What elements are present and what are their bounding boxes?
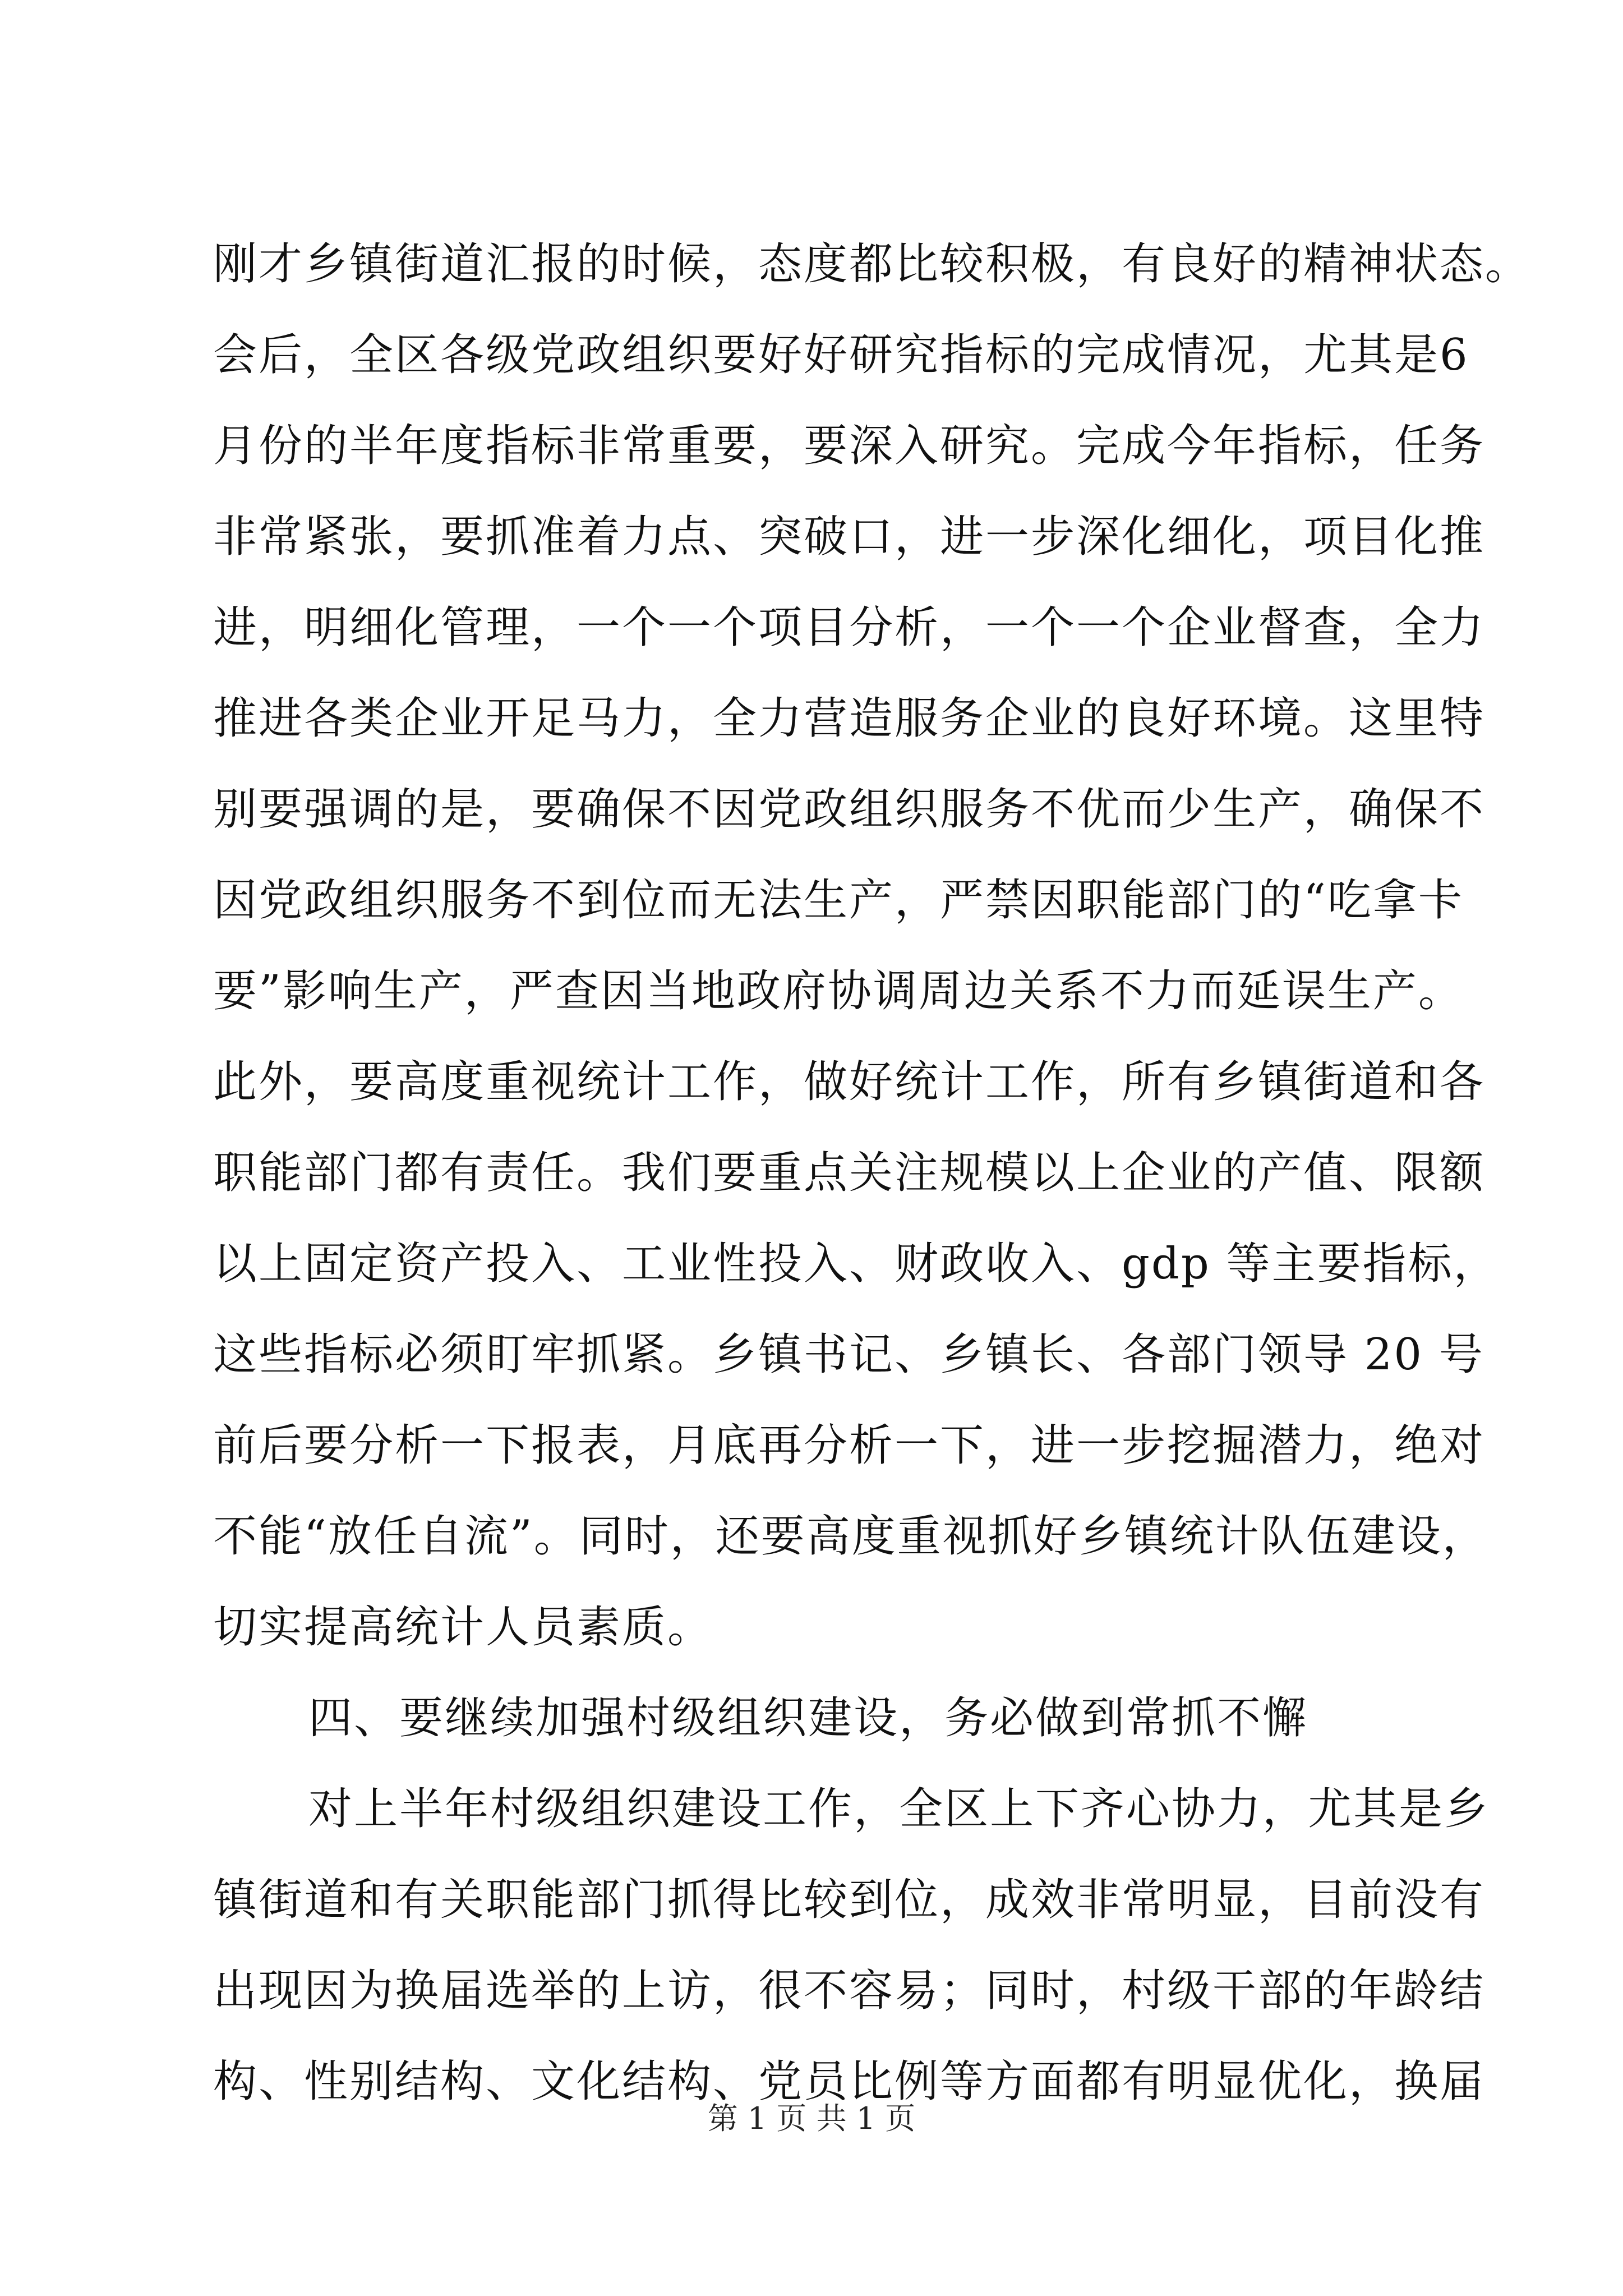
text-line: 月份的半年度指标非常重要，要深入研究。完成今年指标，任务 — [213, 421, 1486, 471]
paragraph-first-line: 对上半年村级组织建设工作，全区上下齐心协力，尤其是乡 — [308, 1784, 1490, 1834]
text-line: 构、性别结构、文化结构、党员比例等方面都有明显优化，换届 — [213, 2056, 1486, 2107]
text-line: 非常紧张，要抓准着力点、突破口，进一步深化细化，项目化推 — [213, 512, 1486, 562]
text-line: 前后要分析一下报表，月底再分析一下，进一步挖掘潜力，绝对 — [213, 1420, 1486, 1471]
text-line: 这些指标必须盯牢抓紧。乡镇书记、乡镇长、各部门领导 20 号 — [213, 1329, 1484, 1380]
text-line: 此外，要高度重视统计工作，做好统计工作，所有乡镇街道和各 — [213, 1057, 1486, 1107]
text-line: 出现因为换届选举的上访，很不容易；同时，村级干部的年龄结 — [213, 1966, 1486, 2016]
page-number: 第 1 页 共 1 页 — [707, 2101, 916, 2136]
text-line: 镇街道和有关职能部门抓得比较到位，成效非常明显，目前没有 — [213, 1875, 1486, 1925]
page-footer — [0, 2099, 1623, 2138]
text-line: 推进各类企业开足马力，全力营造服务企业的良好环境。这里特 — [213, 693, 1486, 744]
text-line: 要”影响生产，严查因当地政府协调周边关系不力而延误生产。 — [213, 966, 1464, 1016]
text-line: 职能部门都有责任。我们要重点关注规模以上企业的产值、限额 — [213, 1148, 1486, 1198]
text-line: 以上固定资产投入、工业性投入、财政收入、gdp 等主要指标， — [213, 1239, 1499, 1289]
text-line: 进，明细化管理，一个一个项目分析，一个一个企业督查，全力 — [213, 602, 1486, 653]
text-line: 不能“放任自流”。同时，还要高度重视抓好乡镇统计队伍建设， — [213, 1511, 1488, 1562]
text-line: 别要强调的是，要确保不因党政组织服务不优而少生产，确保不 — [213, 784, 1486, 835]
text-line: 刚才乡镇街道汇报的时候，态度都比较积极，有良好的精神状态。 — [213, 239, 1531, 289]
text-line: 切实提高统计人员素质。 — [213, 1602, 713, 1653]
section-heading: 四、要继续加强村级组织建设，务必做到常抓不懈 — [308, 1693, 1308, 1743]
document-body — [213, 219, 1531, 2127]
text-line: 因党政组织服务不到位而无法生产，严禁因职能部门的“吃拿卡 — [213, 875, 1464, 926]
text-line: 会后，全区各级党政组织要好好研究指标的完成情况，尤其是6 — [213, 330, 1469, 380]
